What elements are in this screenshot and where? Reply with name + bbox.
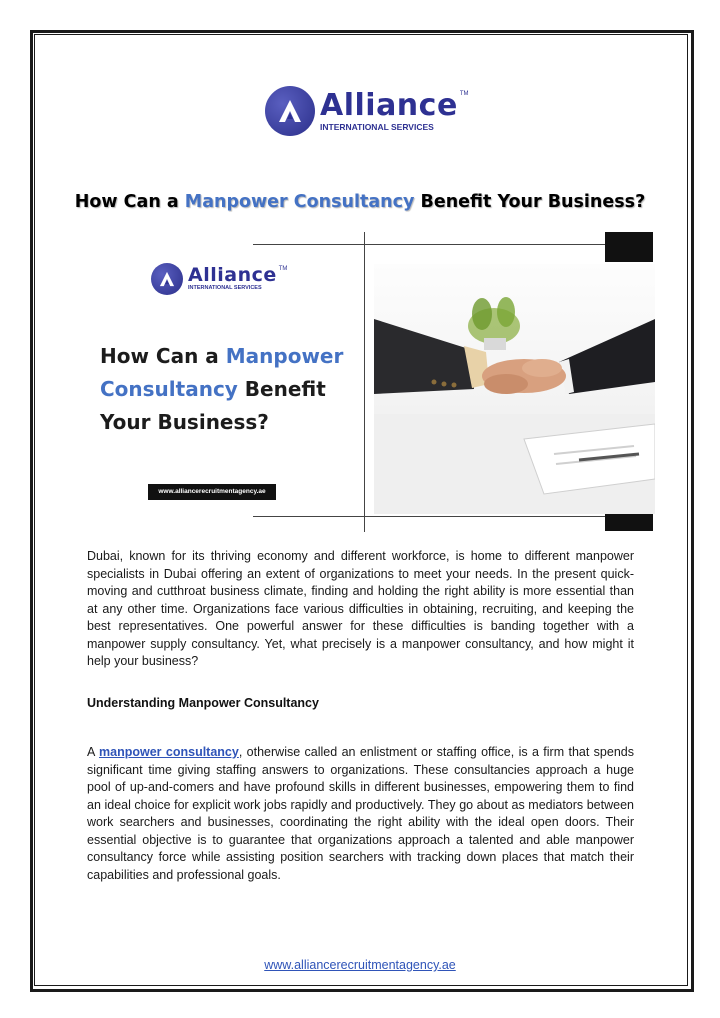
company-logo [265,86,468,136]
intro-paragraph: Dubai, known for its thriving economy and different workforce, is home to different manpower specialists in Dubai offering an extent of organizations to meet your needs. In the present quick-moving and cutthroat business climate, finding and holding the right ability is more essential than at any other time. Organizations face various difficulties in obtaining, recruiting, and keeping the best representatives. One powerful answer for these difficulties is banding together with a manpower supply consultancy. Yet, what precisely is a manpower consultancy, and how might it help your business? [87,549,634,668]
footer-website-link[interactable]: www.alliancerecruitmentagency.ae [264,958,456,972]
banner-line3: Your Business? [100,410,269,434]
logo-text [320,87,469,132]
logo-name: Alliance [320,87,458,123]
banner-logo-subtitle: INTERNATIONAL SERVICES [188,285,262,292]
hero-banner [90,232,655,532]
banner-logo-text [188,266,287,292]
document-title [40,192,680,212]
handshake-photo [374,264,655,514]
banner-black-box-top [605,232,653,262]
banner-logo [151,263,287,295]
banner-rule-top [253,244,623,245]
title-before: How Can a [74,192,185,212]
body-paragraph [87,744,634,884]
banner-heading [100,340,370,439]
section-heading: Understanding Manpower Consultancy [87,696,319,710]
banner-logo-name: Alliance [188,264,277,287]
banner-line2-highlight: Consultancy [100,377,238,401]
banner-line1-before: How Can a [100,344,226,368]
logo-a-icon [265,86,315,136]
banner-logo-tm: TM [278,266,288,273]
handshake-illustration [374,264,655,514]
banner-rule-bottom [253,516,623,517]
banner-line1-highlight: Manpower [225,344,344,368]
banner-url-badge: www.alliancerecruitmentagency.ae [148,484,276,500]
logo-tm: TM [459,90,469,97]
body-paragraph-rest: , otherwise called an enlistment or staffing office, is a firm that spends significant time giving staffing answers to organizations. These consultancies approach a huge pool of up-and-comers and have profound skills in different businesses, empowering them to find an ideal choice for explicit work jobs rapidly and productively. They go about as mediators between work searchers and businesses, coordinating the right ability with the ideal open doors. Their essential objective is to guarantee that organizations approach a talented and able manpower consultancy force while assisting position searchers with tracking down places that match their capabilities and professional goals. [87,745,634,882]
banner-line2-after: Benefit [237,377,326,401]
banner-logo-a-icon [151,263,183,295]
title-highlight: Manpower Consultancy [184,192,415,212]
title-after: Benefit Your Business? [414,192,646,212]
body-paragraph-start: A [87,745,100,759]
logo-subtitle: INTERNATIONAL SERVICES [320,121,434,132]
manpower-consultancy-link[interactable]: manpower consultancy [99,745,239,759]
